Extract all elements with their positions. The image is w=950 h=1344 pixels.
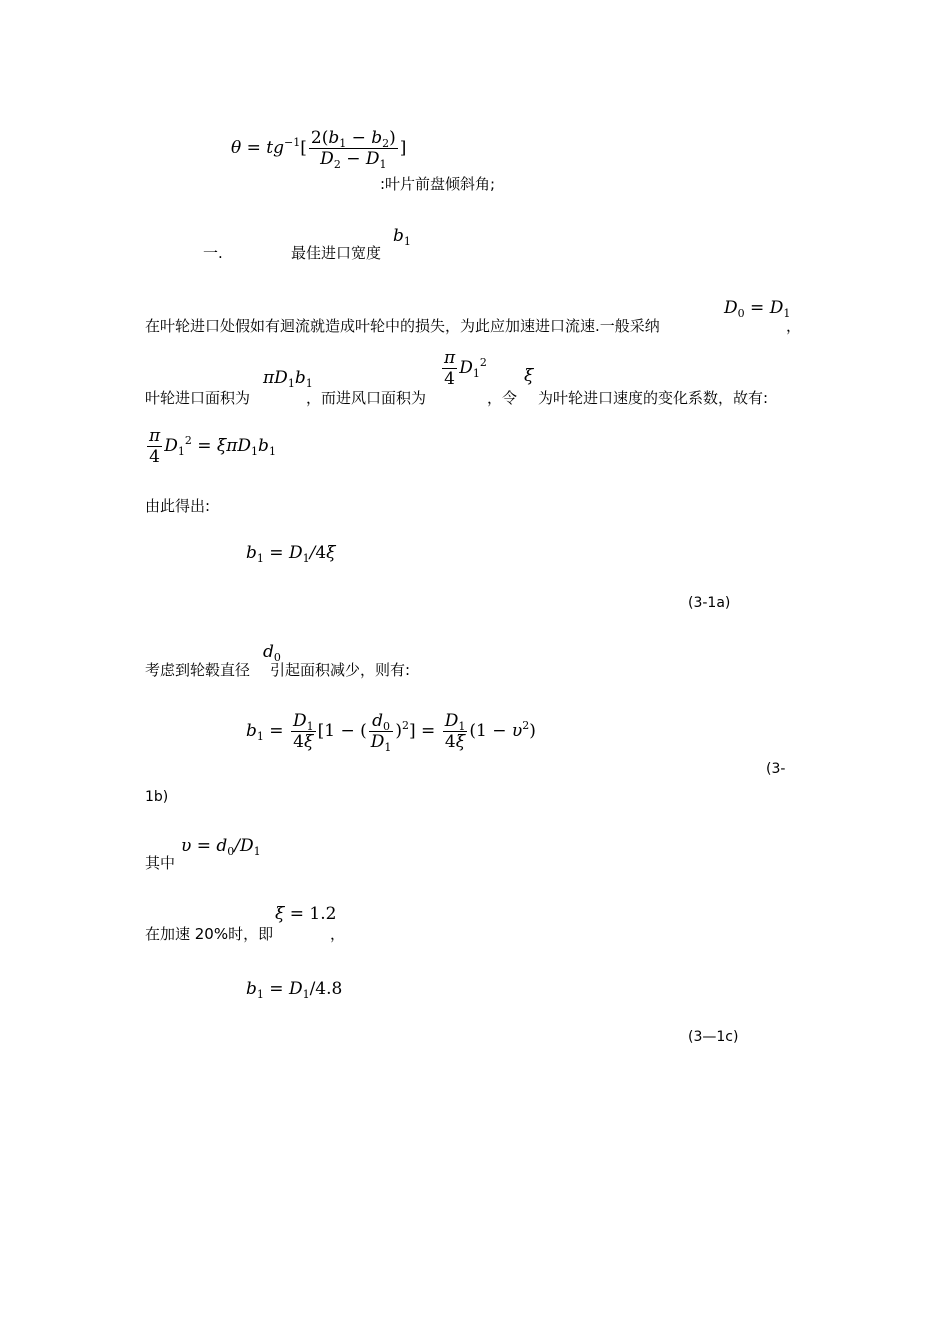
hub-text-part1: 考虑到轮毂直径 <box>145 661 251 679</box>
para2-part4: 为叶轮进口速度的变化系数，故有: <box>538 389 769 407</box>
equation-number-3-1a: (3-1a) <box>688 595 731 611</box>
theta-formula-label: :叶片前盘倾斜角; <box>380 175 496 193</box>
equation-3-1c: $b_1 = D_1/4.8$ <box>246 979 343 1001</box>
para1-comma: ， <box>786 317 802 335</box>
formula-xi-1-2: ξ = 1.2 <box>275 904 337 924</box>
para2-part3: ，令 <box>487 389 518 407</box>
equation-number-3-1b-part2: 1b) <box>145 789 169 805</box>
equation-number-3-1b-part1: (3- <box>766 761 786 777</box>
section-title: 最佳进口宽度 <box>291 244 382 262</box>
equation-3-1a: $b_1 = D_1/4\xi$ <box>246 543 336 565</box>
section-number: 一. <box>203 244 223 262</box>
hub-text-part2: 引起面积减少，则有: <box>270 661 411 679</box>
formula-upsilon: $\upsilon = d_0/D_1$ <box>181 836 261 858</box>
formula-pi-d1-b1: $\pi D_1b_1$ <box>263 368 313 390</box>
symbol-xi: ξ <box>524 366 534 386</box>
accel-comma: ， <box>330 925 346 943</box>
para2-part2: ，而进风口面积为 <box>306 389 427 407</box>
accel-text: 在加速 20%时，即 <box>145 925 274 943</box>
section-title-symbol-b1: $b_1$ <box>393 226 411 248</box>
equation-number-3-1c: (3—1c) <box>688 1029 739 1045</box>
derive-text: 由此得出: <box>145 497 211 515</box>
equation-area-balance: $\frac{\pi}{4}$ $D_1^2 = \xi\pi D_1b_1$ <box>149 426 276 467</box>
theta-formula: $\theta = tg^{-1}$[ $\frac{2(b_1 - b_2)}{D_2 - D_1}$ ] <box>231 128 407 171</box>
symbol-d0: $d_0$ <box>263 642 281 664</box>
para1-text: 在叶轮进口处假如有迴流就造成叶轮中的损失，为此应加速进口流速.一般采纳 <box>145 317 660 335</box>
formula-d0-eq-d1: $D_0 = D_1$ <box>724 298 791 320</box>
para2-part1: 叶轮进口面积为 <box>145 389 251 407</box>
where-text: 其中 <box>145 854 176 872</box>
equation-3-1b: $b_1$ = $\frac{D_1}{4\xi}$ [1 − ( $\frac{d_0}{D_1}$ )$^2$] = $\frac{D_1}{4\xi}$ $(1 - \upsilon^2)$ <box>246 711 536 754</box>
formula-pi4-d1-squared: $\frac{\pi}{4}$ $D_1^2$ <box>444 348 487 389</box>
